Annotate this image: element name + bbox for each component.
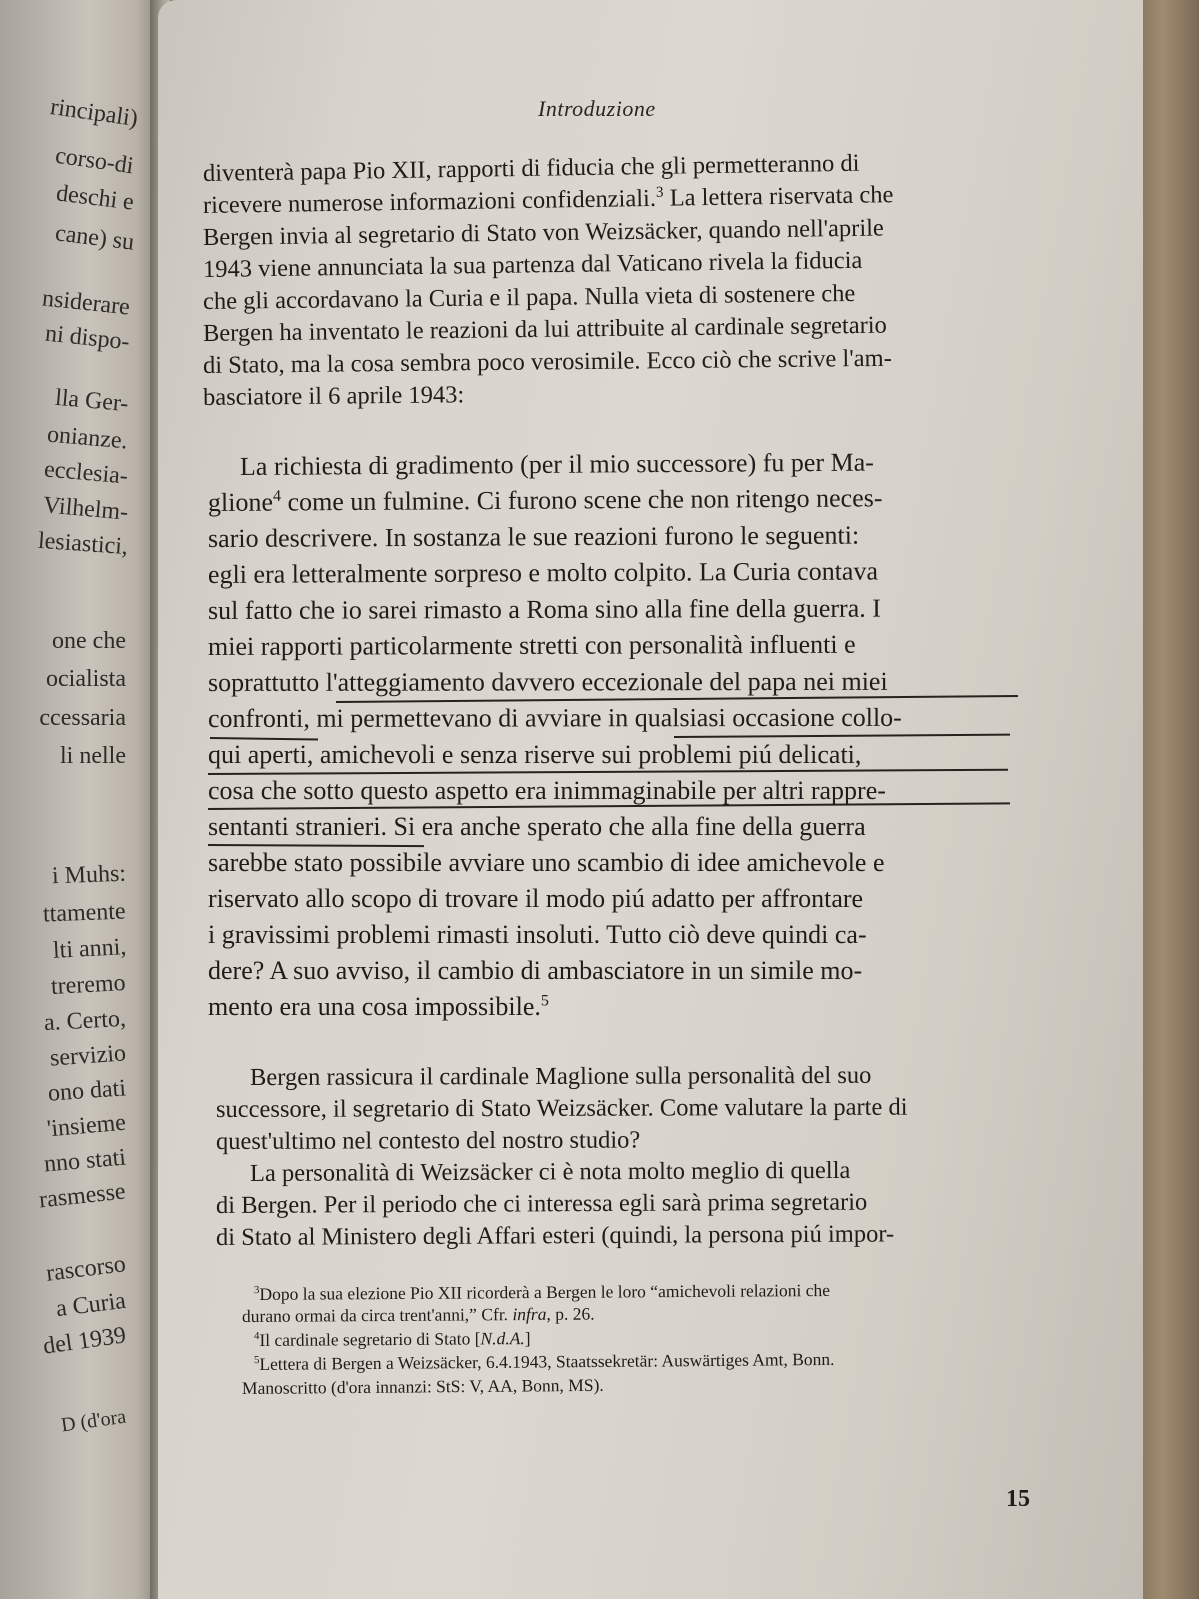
body-line: basciatore il 6 aprile 1943:: [202, 381, 465, 411]
left-page-text: Vilhelm-: [41, 492, 130, 526]
quote-line: miei rapporti particolarmente stretti con personalità influenti e: [207, 629, 856, 661]
quote-line: sarebbe stato possibile avviare uno scambio di idee amichevole e: [208, 848, 885, 877]
pen-underline: [674, 734, 1010, 738]
quote-line: La richiesta di gradimento (per il mio successore) fu per Ma-: [239, 447, 874, 481]
left-page-text: lti anni,: [52, 934, 127, 964]
running-header: Introduzione: [538, 96, 656, 121]
left-page-text: lla Ger-: [53, 384, 130, 418]
body-line: quest'ultimo nel contesto del nostro studio?: [215, 1126, 641, 1155]
left-page-text: ni dispo-: [44, 320, 132, 356]
left-page-text: cane) su: [53, 220, 136, 256]
pen-underline: [208, 844, 424, 847]
quote-line: sul fatto che io sarei rimasto a Roma sino alla fine della guerra. I: [207, 593, 881, 625]
left-page-text: D (d'ora: [59, 1405, 128, 1437]
left-page-text: a. Certo,: [43, 1005, 127, 1037]
footnote-3: $^3$Dopo la sua elezione Pio XII ricorderà a Bergen le loro “amichevoli relazioni che: [253, 1279, 831, 1304]
left-page-text: one che: [52, 628, 126, 654]
left-page-text: servizio: [49, 1040, 127, 1072]
left-page-text: onianze.: [46, 421, 130, 455]
quote-line: mento era una cosa impossibile.$^5$: [208, 992, 549, 1021]
left-page-text: rasmesse: [38, 1178, 128, 1214]
quote-line: egli era letteralmente sorpreso e molto colpito. La Curia contava: [207, 556, 879, 589]
right-page: [158, 0, 1143, 1599]
footnote-5: $^5$Lettera di Bergen a Weizsäcker, 6.4.1943, Staatssekretär: Auswärtiges Amt, Bonn.: [253, 1348, 835, 1374]
quote-line: soprattutto l'atteggiamento davvero eccezionale del papa nei miei: [207, 666, 888, 697]
left-page-text: corso-di: [53, 142, 136, 180]
body-line: diventerà papa Pio XII, rapporti di fiducia che gli permetteranno di: [202, 149, 860, 187]
left-page-text: 'insieme: [45, 1109, 127, 1143]
body-line: ricevere numerose informazioni confidenziali.$^3$ La lettera riservata che: [202, 181, 894, 219]
quote-line: sario descrivere. In sostanza le sue reazioni furono le seguenti:: [207, 520, 860, 553]
footnote-4: $^4$Il cardinale segretario di Stato [N.d.A.]: [253, 1328, 531, 1350]
footnote-5-cont: Manoscritto (d'ora innanzi: StS: V, AA, Bonn, MS).: [241, 1374, 604, 1398]
left-page-text: ccessaria: [39, 705, 126, 731]
quote-line: glione$^4$ come un fulmine. Ci furono scene che non ritengo neces-: [207, 483, 883, 517]
left-page-text: deschi e: [54, 180, 136, 216]
page-number: 15: [1006, 1486, 1030, 1512]
body-line: che gli accordavano la Curia e il papa. Nulla vieta di sostenere che: [202, 280, 856, 315]
body-line: successore, il segretario di Stato Weizsäcker. Come valutare la parte di: [215, 1093, 908, 1123]
left-page-text: li nelle: [60, 743, 126, 769]
note-reference: 3: [655, 183, 664, 201]
footnote-3-cont: durano ormai da circa trent'anni,” Cfr. infra, p. 26.: [241, 1303, 595, 1326]
left-page-text: del 1939: [41, 1322, 128, 1360]
body-line: di Stato al Ministero degli Affari esteri (quindi, la persona piú impor-: [215, 1220, 895, 1251]
note-reference: 4: [272, 487, 282, 505]
body-line: Bergen rassicura il cardinale Maglione sulla personalità del suo: [249, 1061, 872, 1091]
table-surface: [1139, 0, 1199, 1599]
body-line: di Bergen. Per il periodo che ci interessa egli sarà prima segretario: [215, 1188, 868, 1219]
quote-line: dere? A suo avviso, il cambio di ambasciatore in un simile mo-: [208, 956, 863, 985]
left-page: [0, 0, 160, 1599]
body-line: di Stato, ma la cosa sembra poco verosimile. Ecco ciò che scrive l'am-: [202, 344, 892, 379]
left-page-text: i Muhs:: [51, 860, 127, 890]
body-line: Bergen ha inventato le reazioni da lui attribuite al cardinale segretario: [202, 311, 888, 347]
quote-line: sentanti stranieri. Si era anche sperato che alla fine della guerra: [208, 812, 866, 841]
left-page-text: treremo: [50, 970, 127, 1000]
body-line: La personalità di Weizsäcker ci è nota molto meglio di quella: [249, 1156, 851, 1187]
left-page-text: ttamente: [42, 898, 127, 928]
left-page-text: rincipali): [48, 94, 140, 132]
left-page-text: ono dati: [47, 1075, 127, 1107]
quote-line: confronti, mi permettevano di avviare in qualsiasi occasione collo-: [207, 702, 902, 733]
left-page-text: ocialista: [46, 666, 126, 692]
left-page-text: ecclesia-: [43, 456, 130, 490]
quote-line: riservato allo scopo di trovare il modo piú adatto per affrontare: [208, 884, 864, 913]
quote-line: i gravissimi problemi rimasti insoluti. Tutto ciò deve quindi ca-: [208, 920, 867, 949]
body-line: 1943 viene annunciata la sua partenza dal Vaticano rivela la fiducia: [202, 246, 863, 283]
note-reference: 5: [540, 992, 549, 1010]
quote-line: cosa che sotto questo aspetto era inimmaginabile per altri rappre-: [208, 776, 886, 805]
left-page-text: nsiderare: [40, 285, 132, 321]
left-page-text: a Curia: [54, 1287, 128, 1323]
body-line: Bergen invia al segretario di Stato von Weizsäcker, quando nell'aprile: [202, 214, 885, 251]
left-page-text: nno stati: [42, 1144, 127, 1178]
quote-line: qui aperti, amichevoli e senza riserve sui problemi piú delicati,: [208, 740, 862, 769]
left-page-text: lesiastici,: [37, 527, 129, 561]
left-page-text: rascorso: [44, 1251, 128, 1287]
